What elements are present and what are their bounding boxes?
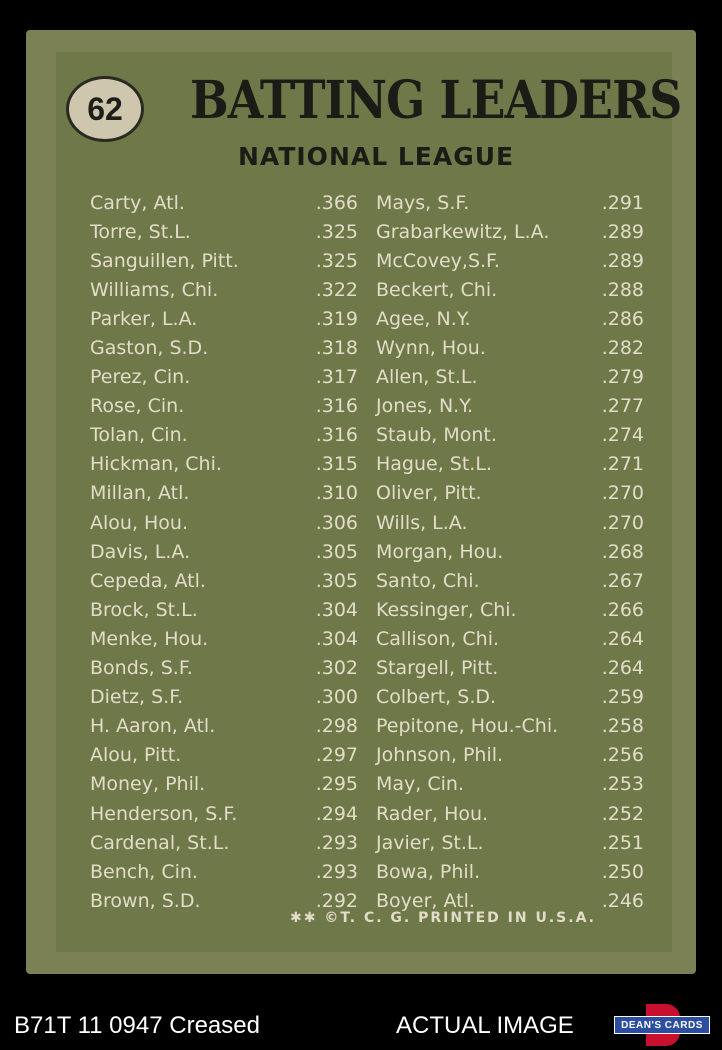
player-name: Beckert, Chi. [376, 278, 498, 301]
stat-row [90, 624, 358, 653]
player-name: Oliver, Pitt. [376, 482, 482, 505]
batting-average: .305 [315, 540, 358, 563]
stat-row [376, 188, 644, 217]
player-name: Perez, Cin. [90, 366, 191, 389]
batting-average: .366 [315, 191, 358, 214]
player-name: May, Cin. [376, 773, 464, 796]
stat-row [90, 275, 358, 304]
stat-row [376, 217, 644, 246]
player-name: Dietz, S.F. [90, 686, 184, 709]
stat-row [376, 421, 644, 450]
batting-average: .289 [601, 220, 644, 243]
stat-row [376, 828, 644, 857]
stat-row [90, 421, 358, 450]
player-name: Bowa, Phil. [376, 860, 481, 883]
player-name: Agee, N.Y. [376, 307, 471, 330]
batting-average: .292 [315, 889, 358, 912]
player-name: Gaston, S.D. [90, 337, 209, 360]
card-number-badge [66, 76, 144, 142]
stat-row [376, 741, 644, 770]
player-name: Callison, Chi. [376, 627, 500, 650]
batting-average: .291 [601, 191, 644, 214]
batting-average: .294 [315, 802, 358, 825]
stat-row [376, 712, 644, 741]
batting-average: .305 [315, 569, 358, 592]
player-name: Bench, Cin. [90, 860, 198, 883]
player-name: Cardenal, St.L. [90, 831, 230, 854]
stat-row [376, 683, 644, 712]
stat-row [90, 770, 358, 799]
batting-average: .300 [315, 686, 358, 709]
player-name: Kessinger, Chi. [376, 598, 517, 621]
player-name: Wynn, Hou. [376, 337, 486, 360]
stat-row [376, 799, 644, 828]
batting-average: .271 [601, 453, 644, 476]
player-name: Tolan, Cin. [90, 424, 188, 447]
player-name: Carty, Atl. [90, 191, 185, 214]
batting-average: .256 [601, 744, 644, 767]
batting-average: .310 [315, 482, 358, 505]
player-name: Stargell, Pitt. [376, 657, 499, 680]
player-name: Henderson, S.F. [90, 802, 238, 825]
player-name: Torre, St.L. [90, 220, 191, 243]
player-name: Hickman, Chi. [90, 453, 222, 476]
player-name: Wills, L.A. [376, 511, 468, 534]
left-stats-column [90, 188, 358, 915]
listing-caption: B71T 11 0947 Creased [14, 1012, 260, 1039]
player-name: Allen, St.L. [376, 366, 478, 389]
batting-average: .304 [315, 627, 358, 650]
batting-average: .246 [601, 889, 644, 912]
batting-average: .288 [601, 278, 644, 301]
batting-average: .302 [315, 657, 358, 680]
batting-average: .270 [601, 482, 644, 505]
player-name: Williams, Chi. [90, 278, 219, 301]
batting-average: .317 [315, 366, 358, 389]
batting-average: .316 [315, 395, 358, 418]
player-name: H. Aaron, Atl. [90, 715, 216, 738]
stat-row [376, 654, 644, 683]
player-name: Parker, L.A. [90, 307, 198, 330]
batting-average: .325 [315, 249, 358, 272]
actual-image-caption: ACTUAL IMAGE [396, 1012, 574, 1039]
player-name: Javier, St.L. [376, 831, 484, 854]
batting-average: .319 [315, 307, 358, 330]
player-name: Bonds, S.F. [90, 657, 193, 680]
stat-row [90, 712, 358, 741]
stat-row [90, 333, 358, 362]
player-name: Grabarkewitz, L.A. [376, 220, 550, 243]
batting-average: .325 [315, 220, 358, 243]
copyright-line: ✱✱ ©T. C. G. PRINTED IN U.S.A. [290, 910, 596, 926]
player-name: Money, Phil. [90, 773, 206, 796]
batting-average: .251 [601, 831, 644, 854]
player-name: Rader, Hou. [376, 802, 489, 825]
stat-row [376, 304, 644, 333]
batting-average: .298 [315, 715, 358, 738]
batting-average: .270 [601, 511, 644, 534]
stat-row [90, 537, 358, 566]
batting-average: .267 [601, 569, 644, 592]
right-stats-column [376, 188, 644, 915]
player-name: Staub, Mont. [376, 424, 497, 447]
stat-row [90, 683, 358, 712]
player-name: Johnson, Phil. [376, 744, 504, 767]
stat-row [376, 537, 644, 566]
logo-text: DEAN'S CARDS [621, 1019, 703, 1031]
player-name: Morgan, Hou. [376, 540, 504, 563]
player-name: McCovey,S.F. [376, 249, 500, 272]
player-name: Mays, S.F. [376, 191, 470, 214]
stat-row [376, 566, 644, 595]
player-name: Boyer, Atl. [376, 889, 475, 912]
stat-row [90, 246, 358, 275]
stat-row [90, 566, 358, 595]
batting-average: .322 [315, 278, 358, 301]
player-name: Davis, L.A. [90, 540, 191, 563]
player-name: Brown, S.D. [90, 889, 201, 912]
batting-average: .253 [601, 773, 644, 796]
batting-average: .293 [315, 860, 358, 883]
player-name: Cepeda, Atl. [90, 569, 206, 592]
batting-average: .315 [315, 453, 358, 476]
player-name: Rose, Cin. [90, 395, 185, 418]
batting-average: .289 [601, 249, 644, 272]
batting-average: .266 [601, 598, 644, 621]
stat-row [90, 188, 358, 217]
stat-row [376, 624, 644, 653]
stat-row [376, 770, 644, 799]
batting-average: .297 [315, 744, 358, 767]
logo-banner [614, 1016, 710, 1034]
batting-average: .286 [601, 307, 644, 330]
stat-row [90, 450, 358, 479]
card-title: BATTING LEADERS [190, 70, 682, 131]
player-name: Sanguillen, Pitt. [90, 249, 239, 272]
stat-row [90, 508, 358, 537]
stat-row [90, 741, 358, 770]
player-name: Menke, Hou. [90, 627, 209, 650]
batting-average: .252 [601, 802, 644, 825]
stat-row [376, 595, 644, 624]
player-name: Hague, St.L. [376, 453, 492, 476]
batting-average: .295 [315, 773, 358, 796]
stat-row [376, 479, 644, 508]
batting-average: .316 [315, 424, 358, 447]
player-name: Santo, Chi. [376, 569, 480, 592]
stat-row [90, 799, 358, 828]
stat-row [376, 450, 644, 479]
batting-average: .258 [601, 715, 644, 738]
stat-row [90, 828, 358, 857]
batting-average: .264 [601, 627, 644, 650]
stat-row [90, 857, 358, 886]
stat-row [376, 333, 644, 362]
stat-row [376, 508, 644, 537]
player-name: Brock, St.L. [90, 598, 198, 621]
batting-average: .304 [315, 598, 358, 621]
batting-average: .250 [601, 860, 644, 883]
batting-average: .274 [601, 424, 644, 447]
stat-row [376, 246, 644, 275]
player-name: Pepitone, Hou.-Chi. [376, 715, 559, 738]
stat-row [376, 857, 644, 886]
stat-row [90, 595, 358, 624]
stat-row [376, 392, 644, 421]
batting-average: .318 [315, 337, 358, 360]
stat-row [90, 363, 358, 392]
batting-average: .293 [315, 831, 358, 854]
stat-row [90, 392, 358, 421]
batting-average: .306 [315, 511, 358, 534]
batting-average: .259 [601, 686, 644, 709]
stat-row [90, 654, 358, 683]
player-name: Colbert, S.D. [376, 686, 497, 709]
stat-row [376, 275, 644, 304]
player-name: Jones, N.Y. [376, 395, 473, 418]
player-name: Alou, Pitt. [90, 744, 182, 767]
batting-average: .277 [601, 395, 644, 418]
batting-average: .268 [601, 540, 644, 563]
batting-average: .264 [601, 657, 644, 680]
player-name: Millan, Atl. [90, 482, 190, 505]
card-number: 62 [87, 90, 123, 127]
batting-average: .279 [601, 366, 644, 389]
deans-cards-logo [614, 1004, 710, 1046]
stat-row [90, 479, 358, 508]
card-subtitle: NATIONAL LEAGUE [238, 142, 515, 171]
stat-row [90, 217, 358, 246]
batting-average: .282 [601, 337, 644, 360]
stat-row [90, 304, 358, 333]
player-name: Alou, Hou. [90, 511, 189, 534]
stat-row [376, 363, 644, 392]
